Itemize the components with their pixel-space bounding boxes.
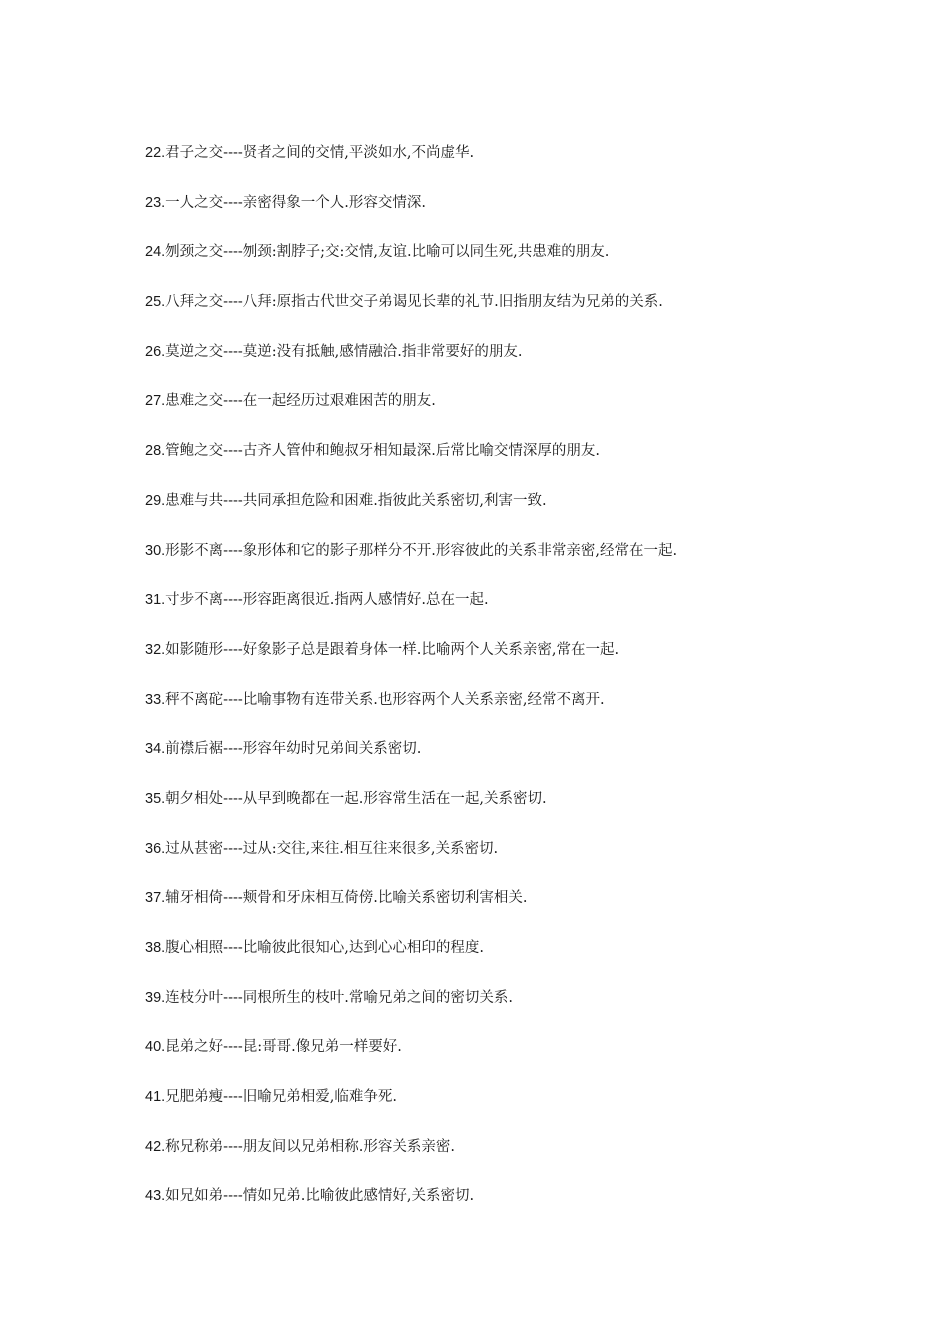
entry-text: 形影不离----象形体和它的影子那样分不开.形容彼此的关系非常亲密,经常在一起. <box>165 542 678 559</box>
entry-text: 前襟后裾----形容年幼时兄弟间关系密切. <box>165 741 422 758</box>
list-item <box>145 838 925 888</box>
list-item <box>145 341 925 391</box>
entry-number: 29. <box>145 492 166 509</box>
entry-number: 34. <box>145 741 166 758</box>
entry-number: 27. <box>145 393 166 410</box>
entry-number: 36. <box>145 840 166 857</box>
entry-text: 连枝分叶----同根所生的枝叶.常喻兄弟之间的密切关系. <box>165 989 513 1006</box>
entry-number: 32. <box>145 641 166 658</box>
list-item <box>145 589 925 639</box>
entry-text: 莫逆之交----莫逆:没有抵触,感情融洽.指非常要好的朋友. <box>165 343 523 360</box>
list-item <box>145 1136 925 1186</box>
entry-number: 40. <box>145 1039 166 1056</box>
list-item <box>145 291 925 341</box>
entry-text: 一人之交----亲密得象一个人.形容交情深. <box>165 194 426 211</box>
list-item <box>145 987 925 1037</box>
entry-text: 过从甚密----过从:交往,来往.相互往来很多,关系密切. <box>165 840 499 857</box>
entry-text: 患难与共----共同承担危险和困难.指彼此关系密切,利害一致. <box>165 492 547 509</box>
entry-number: 24. <box>145 244 166 261</box>
entry-text: 腹心相照----比喻彼此很知心,达到心心相印的程度. <box>165 940 484 956</box>
entry-number: 25. <box>145 294 166 311</box>
list-item <box>145 540 925 590</box>
entry-number: 33. <box>145 691 166 708</box>
entry-text: 称兄称弟----朋友间以兄弟相称.形容关系亲密. <box>165 1138 455 1155</box>
entry-text: 八拜之交----八拜:原指古代世交子弟谒见长辈的礼节.旧指朋友结为兄弟的关系. <box>165 294 663 311</box>
entry-number: 39. <box>145 989 166 1006</box>
entry-text: 管鲍之交----古齐人管仲和鲍叔牙相知最深.后常比喻交情深厚的朋友. <box>165 443 600 460</box>
entry-number: 28. <box>145 443 166 460</box>
entry-number: 43. <box>145 1188 166 1205</box>
list-item <box>145 738 925 788</box>
list-item <box>145 1185 925 1235</box>
entry-number: 30. <box>145 542 166 559</box>
list-item <box>145 639 925 689</box>
entry-text: 患难之交----在一起经历过艰难困苦的朋友. <box>165 393 436 410</box>
list-item <box>145 390 925 440</box>
entry-number: 38. <box>145 940 166 956</box>
list-item <box>145 887 925 937</box>
list-item <box>145 440 925 490</box>
entry-text: 寸步不离----形容距离很近.指两人感情好.总在一起. <box>165 592 489 609</box>
entry-text: 秤不离砣----比喻事物有连带关系.也形容两个人关系亲密,经常不离开. <box>165 691 605 708</box>
entry-number: 22. <box>145 145 166 161</box>
entry-number: 35. <box>145 790 166 807</box>
entry-text: 如兄如弟----情如兄弟.比喻彼此感情好,关系密切. <box>165 1188 475 1205</box>
list-item <box>145 142 925 192</box>
entry-number: 23. <box>145 194 166 211</box>
list-item <box>145 689 925 739</box>
idiom-list <box>145 142 925 1235</box>
entry-number: 37. <box>145 890 166 907</box>
entry-text: 朝夕相处----从早到晚都在一起.形容常生活在一起,关系密切. <box>165 790 547 807</box>
entry-text: 兄肥弟瘦----旧喻兄弟相爱,临难争死. <box>165 1089 397 1106</box>
list-item <box>145 192 925 242</box>
entry-text: 刎颈之交----刎颈:割脖子;交:交情,友谊.比喻可以同生死,共患难的朋友. <box>165 244 610 261</box>
entry-number: 31. <box>145 592 166 609</box>
entry-number: 41. <box>145 1089 166 1106</box>
list-item <box>145 788 925 838</box>
entry-text: 君子之交----贤者之间的交情,平淡如水,不尚虚华. <box>165 145 475 161</box>
list-item <box>145 490 925 540</box>
list-item <box>145 1036 925 1086</box>
list-item <box>145 241 925 291</box>
entry-text: 如影随形----好象影子总是跟着身体一样.比喻两个人关系亲密,常在一起. <box>165 641 620 658</box>
entry-number: 26. <box>145 343 166 360</box>
list-item <box>145 937 925 987</box>
entry-text: 辅牙相倚----颊骨和牙床相互倚傍.比喻关系密切利害相关. <box>165 890 528 907</box>
entry-number: 42. <box>145 1138 166 1155</box>
list-item <box>145 1086 925 1136</box>
entry-text: 昆弟之好----昆:哥哥.像兄弟一样要好. <box>165 1039 402 1056</box>
